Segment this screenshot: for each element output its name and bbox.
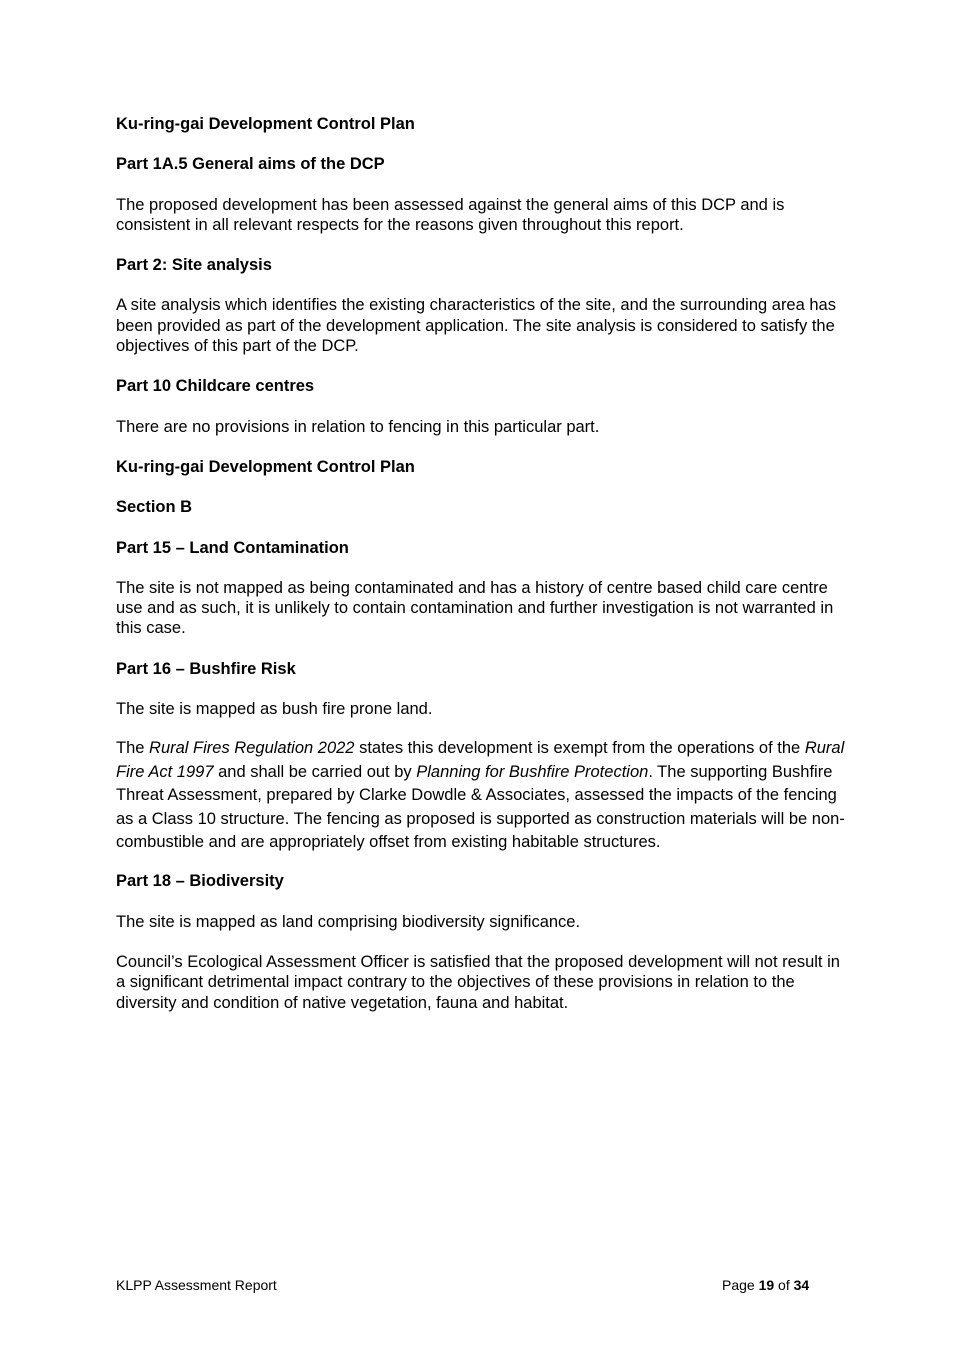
body-paragraph: The proposed development has been assessed against the general aims of this DCP and is consistent in all relevant respects for the reasons given throughout this report. bbox=[116, 195, 785, 234]
page-current: 19 bbox=[758, 1277, 775, 1293]
rural-fire-act-ref: Rural Fire Act 1997 bbox=[116, 739, 845, 781]
bushfire-text-3: and shall be carried out by bbox=[213, 762, 417, 781]
page-of: of bbox=[774, 1277, 794, 1293]
footer-page-number bbox=[722, 1277, 809, 1294]
section-heading: Ku-ring-gai Development Control Plan bbox=[116, 115, 415, 133]
sections-part-1 bbox=[116, 114, 846, 719]
section-heading: Ku-ring-gai Development Control Plan bbox=[116, 457, 415, 476]
footer-report-title: KLPP Assessment Report bbox=[116, 1277, 277, 1293]
bushfire-text-2: states this development is exempt from the operations of the bbox=[354, 739, 805, 758]
rural-fires-regulation-ref: Rural Fires Regulation 2022 bbox=[149, 739, 355, 758]
bushfire-text-4: . The supporting Bushfire Threat Assessment, prepared by Clarke Dowdle & Associates, assessed the impacts of the fencing as a Class 10 structure. The fencing as proposed is supported as construction materials will be non-combustible and are appropriately offset from existing habitable structures. bbox=[116, 762, 845, 851]
body-paragraph: A site analysis which identifies the existing characteristics of the site, and the surrounding area has been provided as part of the development application. The site analysis is considered to satisfy the objectives of this part of the DCP. bbox=[116, 296, 836, 356]
section-heading: Section B bbox=[116, 498, 193, 517]
bushfire-paragraph bbox=[116, 737, 846, 854]
sections-part-2 bbox=[116, 871, 846, 1012]
document-body bbox=[116, 114, 846, 1033]
body-paragraph: There are no provisions in relation to fencing in this particular part. bbox=[116, 417, 600, 436]
section-heading: Part 10 Childcare centres bbox=[116, 377, 315, 396]
body-paragraph: The site is not mapped as being contaminated and has a history of centre based child care centre use and as such, it is unlikely to contain contamination and further investigation is not warranted in this case. bbox=[116, 578, 834, 638]
bushfire-text-1: The bbox=[116, 739, 150, 758]
body-paragraph: The site is mapped as bush fire prone land. bbox=[116, 700, 433, 719]
section-heading: Part 1A.5 General aims of the DCP bbox=[116, 155, 385, 174]
section-heading: Part 15 – Land Contamination bbox=[116, 538, 349, 557]
section-heading: Part 16 – Bushfire Risk bbox=[116, 659, 296, 678]
body-paragraph: Council’s Ecological Assessment Officer is satisfied that the proposed development will not result in a significant detrimental impact contrary to the objectives of these provisions in relation to the diversity and condition of native vegetation, fauna and habitat. bbox=[116, 952, 840, 1012]
body-paragraph: The site is mapped as land comprising biodiversity significance. bbox=[116, 912, 581, 931]
section-heading: Part 2: Site analysis bbox=[116, 256, 272, 275]
planning-bushfire-protection-ref: Planning for Bushfire Protection bbox=[416, 762, 649, 781]
section-heading: Part 18 – Biodiversity bbox=[116, 872, 284, 891]
page-prefix: Page bbox=[722, 1277, 759, 1293]
page-total: 34 bbox=[793, 1277, 810, 1293]
